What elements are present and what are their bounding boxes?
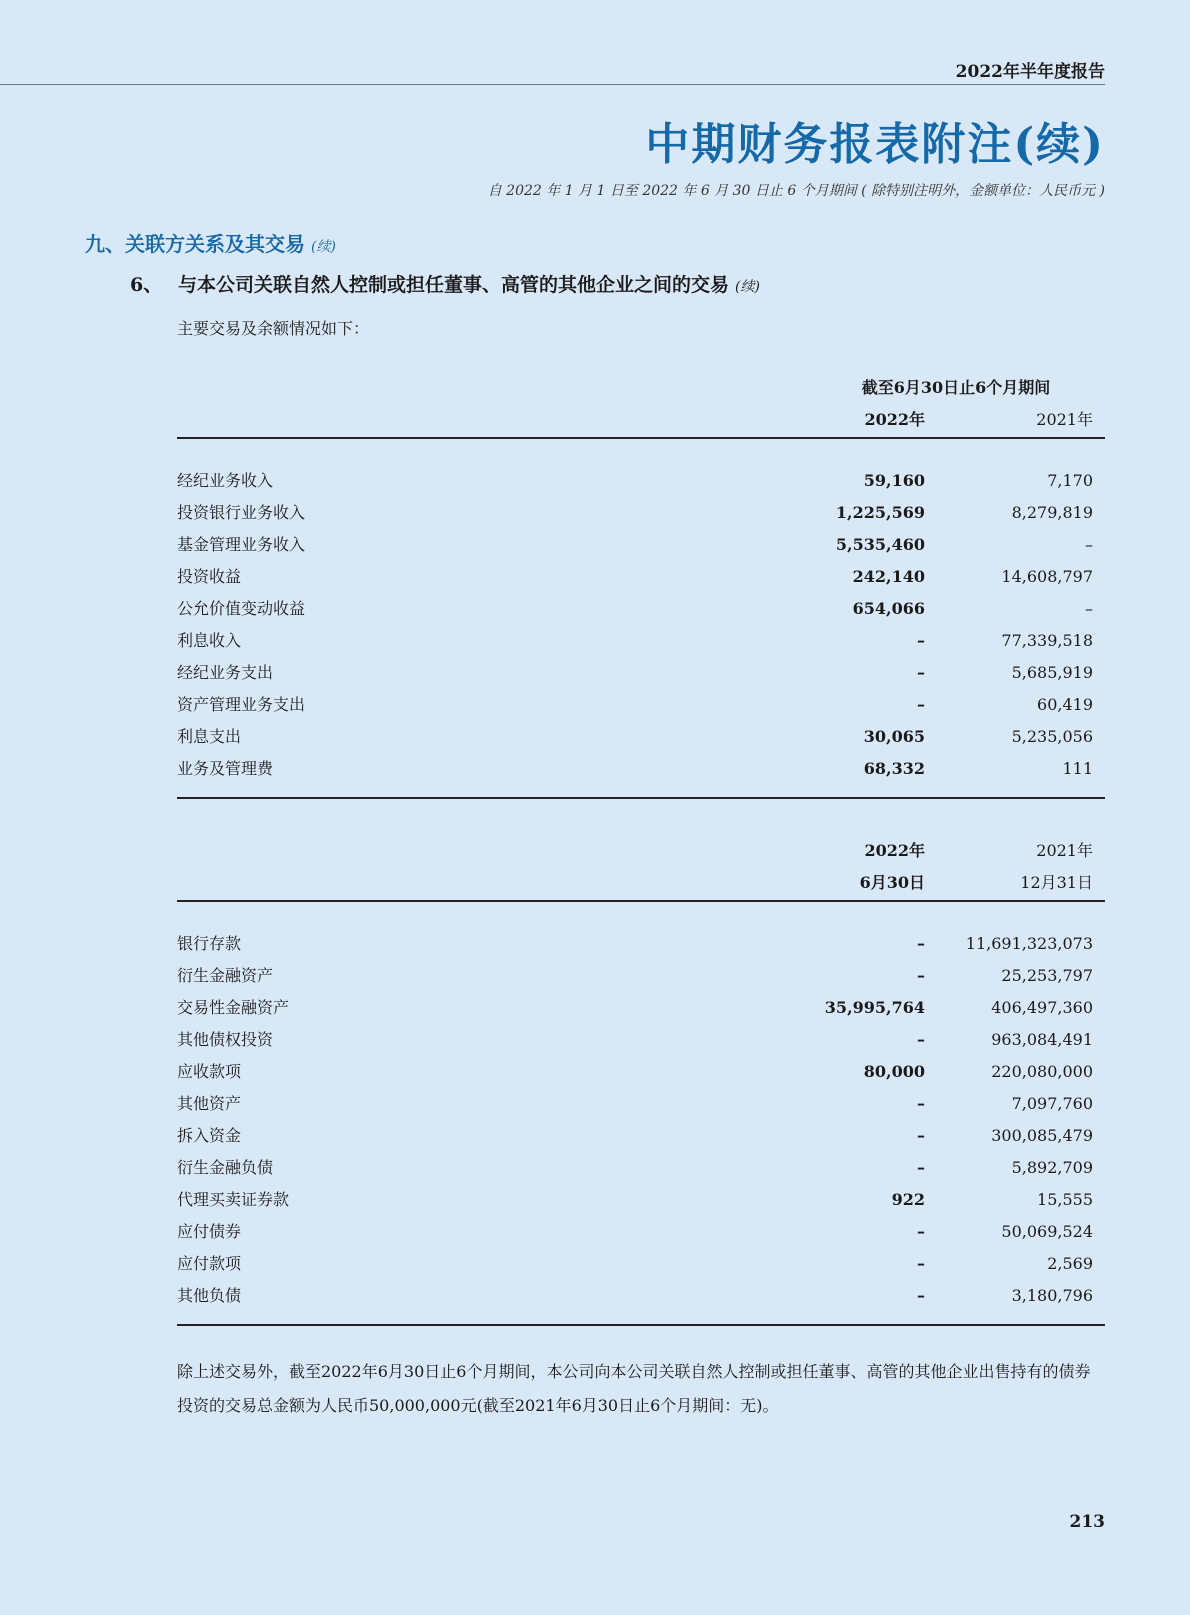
table-row <box>177 1248 1105 1280</box>
value-2022: 80,000 <box>863 1062 925 1081</box>
value-2021: 300,085,479 <box>991 1126 1093 1145</box>
value-2021: 14,608,797 <box>1001 567 1093 586</box>
table-row <box>177 561 1105 593</box>
sub-heading <box>130 270 760 297</box>
header-rule <box>177 900 1105 902</box>
intro-text: 主要交易及余额情况如下： <box>177 319 370 338</box>
row-label: 投资银行业务收入 <box>177 503 306 522</box>
table-row <box>177 657 1105 689</box>
value-2021: 406,497,360 <box>991 998 1093 1017</box>
page-number: 213 <box>1069 1512 1105 1532</box>
row-label: 其他负债 <box>177 1286 242 1305</box>
row-label: 衍生金融资产 <box>177 966 274 985</box>
value-2022: – <box>917 695 925 714</box>
table-header-row <box>177 405 1105 435</box>
table-row <box>177 928 1105 960</box>
value-2021: 7,170 <box>1047 471 1093 490</box>
value-2022: – <box>917 1286 925 1305</box>
col-2022-header-line2: 6月30日 <box>859 873 925 892</box>
row-label: 经纪业务支出 <box>177 663 274 682</box>
value-2022: 922 <box>891 1190 925 1209</box>
page-title: 中期财务报表附注(续) <box>645 119 1105 170</box>
value-2021: 111 <box>1062 759 1093 778</box>
value-2021: 963,084,491 <box>991 1030 1093 1049</box>
value-2021: 3,180,796 <box>1011 1286 1093 1305</box>
table-row <box>177 960 1105 992</box>
value-2021: 2,569 <box>1047 1254 1093 1273</box>
value-2022: – <box>917 1222 925 1241</box>
row-label: 利息支出 <box>177 727 242 746</box>
value-2021: – <box>1085 535 1093 554</box>
table-header-row <box>177 373 1105 403</box>
section-heading-text: 九、关联方关系及其交易 <box>85 232 305 256</box>
col-2022-header-line1: 2022年 <box>864 841 925 860</box>
value-2022: 1,225,569 <box>835 503 925 522</box>
row-label: 银行存款 <box>177 934 242 953</box>
row-label: 基金管理业务收入 <box>177 535 306 554</box>
period-span-header: 截至6月30日止6个月期间 <box>861 378 1051 397</box>
table-row <box>177 992 1105 1024</box>
row-label: 拆入资金 <box>177 1126 242 1145</box>
sub-heading-number: 6、 <box>130 274 163 296</box>
row-label: 经纪业务收入 <box>177 471 274 490</box>
row-label: 公允价值变动收益 <box>177 599 306 618</box>
row-label: 业务及管理费 <box>177 759 274 778</box>
section-heading-cont: (续) <box>311 239 336 255</box>
section-heading <box>85 228 336 257</box>
col-2022-header: 2022年 <box>864 410 925 429</box>
row-label: 应付款项 <box>177 1254 242 1273</box>
row-label: 应付债券 <box>177 1222 242 1241</box>
table-row <box>177 625 1105 657</box>
col-2021-header-line2: 12月31日 <box>1020 873 1093 892</box>
value-2021: 25,253,797 <box>1001 966 1093 985</box>
header-rule <box>177 437 1105 439</box>
value-2021: 15,555 <box>1037 1190 1093 1209</box>
value-2022: – <box>917 1254 925 1273</box>
bottom-rule <box>177 1324 1105 1326</box>
row-label: 代理买卖证券款 <box>177 1190 290 1209</box>
row-label: 应收款项 <box>177 1062 242 1081</box>
value-2021: 5,685,919 <box>1011 663 1093 682</box>
row-label: 其他债权投资 <box>177 1030 274 1049</box>
value-2021: 8,279,819 <box>1011 503 1093 522</box>
table-row <box>177 1184 1105 1216</box>
value-2022: 5,535,460 <box>835 535 925 554</box>
row-label: 其他资产 <box>177 1094 242 1113</box>
value-2021: 50,069,524 <box>1001 1222 1093 1241</box>
table-row <box>177 1120 1105 1152</box>
row-label: 利息收入 <box>177 631 242 650</box>
value-2022: – <box>917 631 925 650</box>
value-2021: – <box>1085 599 1093 618</box>
value-2022: 68,332 <box>863 759 925 778</box>
table-row <box>177 689 1105 721</box>
value-2022: – <box>917 1030 925 1049</box>
value-2022: 242,140 <box>852 567 925 586</box>
table-row <box>177 529 1105 561</box>
value-2021: 220,080,000 <box>991 1062 1093 1081</box>
row-label: 投资收益 <box>177 567 242 586</box>
row-label: 交易性金融资产 <box>177 998 290 1017</box>
table-row <box>177 1280 1105 1312</box>
value-2021: 60,419 <box>1037 695 1093 714</box>
transactions-rows <box>177 465 1105 785</box>
sub-heading-cont: (续) <box>735 279 760 295</box>
table-row <box>177 753 1105 785</box>
balances-rows <box>177 928 1105 1312</box>
table-row <box>177 1024 1105 1056</box>
table-row <box>177 721 1105 753</box>
table-header-row <box>177 868 1105 898</box>
col-2021-header-line1: 2021年 <box>1036 841 1093 860</box>
row-label: 衍生金融负债 <box>177 1158 274 1177</box>
value-2022: – <box>917 1126 925 1145</box>
value-2022: – <box>917 663 925 682</box>
table-row <box>177 1152 1105 1184</box>
table-row <box>177 1216 1105 1248</box>
value-2021: 11,691,323,073 <box>965 934 1093 953</box>
value-2022: – <box>917 1158 925 1177</box>
value-2022: – <box>917 934 925 953</box>
value-2022: – <box>917 966 925 985</box>
col-2021-header: 2021年 <box>1036 410 1093 429</box>
table-row <box>177 465 1105 497</box>
report-label: 2022年半年度报告 <box>955 62 1105 82</box>
bottom-rule <box>177 797 1105 799</box>
footnote: 除上述交易外，截至2022年6月30日止6个月期间，本公司向本公司关联自然人控制或担任董事、高管的其他企业出售持有的债券投资的交易总金额为人民币50,000,000元(截至2021年6月30日止6个月期间：无)。 <box>177 1362 1091 1415</box>
table-row <box>177 1056 1105 1088</box>
value-2022: 59,160 <box>863 471 925 490</box>
value-2021: 7,097,760 <box>1011 1094 1093 1113</box>
value-2021: 5,892,709 <box>1011 1158 1093 1177</box>
value-2022: 35,995,764 <box>824 998 925 1017</box>
table-row <box>177 593 1105 625</box>
value-2022: 30,065 <box>863 727 925 746</box>
value-2022: – <box>917 1094 925 1113</box>
sub-heading-text: 与本公司关联自然人控制或担任董事、高管的其他企业之间的交易 <box>178 274 730 296</box>
value-2021: 5,235,056 <box>1011 727 1093 746</box>
value-2022: 654,066 <box>852 599 925 618</box>
table-row <box>177 1088 1105 1120</box>
table-row <box>177 497 1105 529</box>
row-label: 资产管理业务支出 <box>177 695 306 714</box>
value-2021: 77,339,518 <box>1001 631 1093 650</box>
table-header-row <box>177 836 1105 866</box>
header-divider <box>0 84 1105 85</box>
period-note: 自 2022 年 1 月 1 日至 2022 年 6 月 30 日止 6 个月期间 ( 除特别注明外，金额单位：人民币元 ) <box>487 183 1105 199</box>
